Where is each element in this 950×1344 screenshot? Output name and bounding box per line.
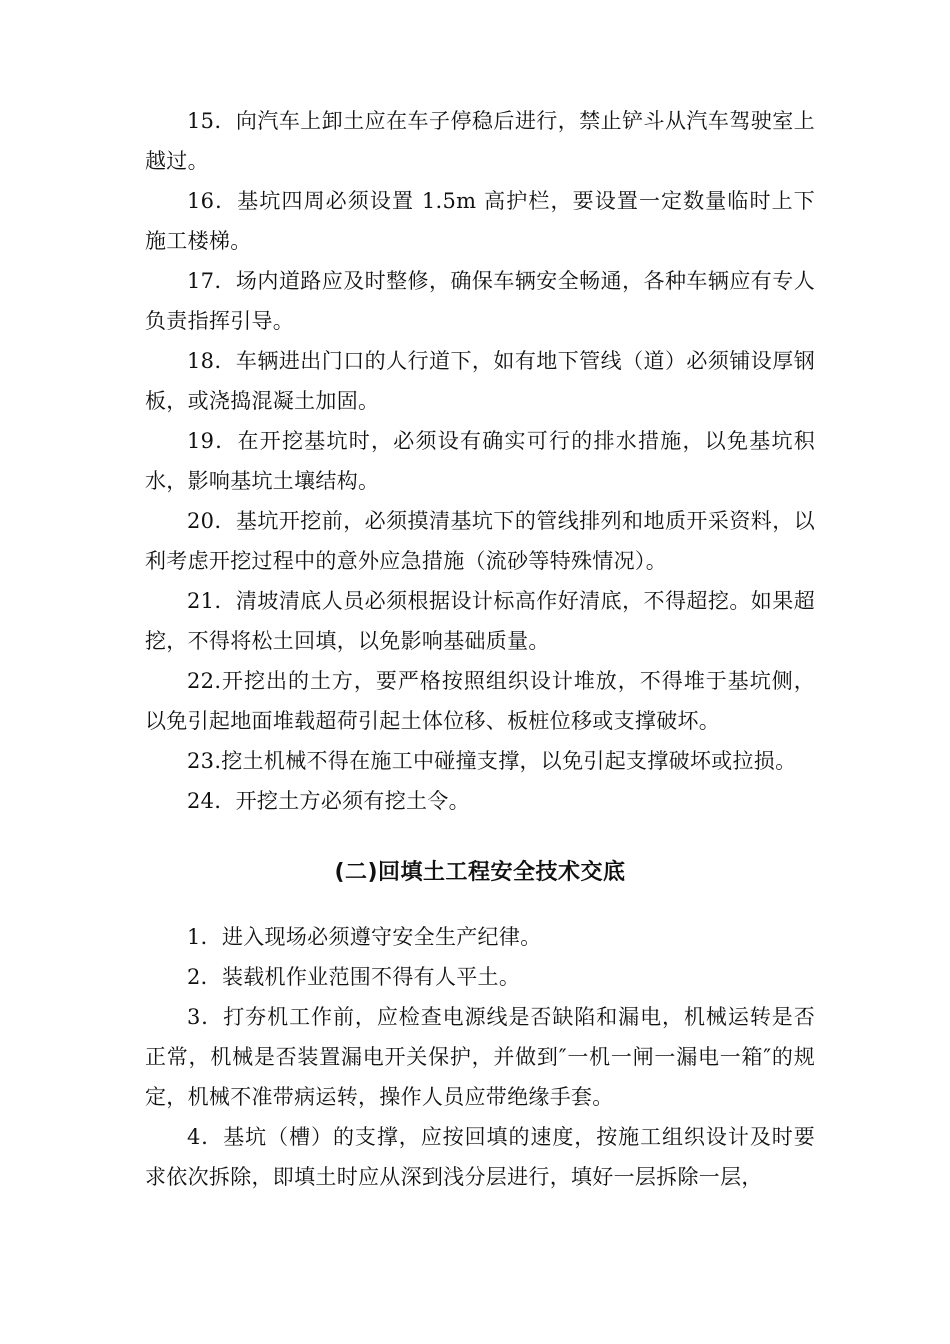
paragraph-4: 4．基坑（槽）的支撑，应按回填的速度，按施工组织设计及时要求依次拆除，即填土时应从深到浅分层进行，填好一层拆除一层， [145,1125,815,1189]
paragraph-1: 1．进入现场必须遵守安全生产纪律。 [187,925,542,949]
document-body [145,101,815,1197]
paragraph-15: 15．向汽车上卸土应在车子停稳后进行，禁止铲斗从汽车驾驶室上越过。 [145,109,815,173]
paragraph-22: 22.开挖出的土方，要严格按照组织设计堆放，不得堆于基坑侧，以免引起地面堆载超荷引起土体位移、板桩位移或支撑破坏。 [145,669,815,733]
paragraph-17: 17．场内道路应及时整修，确保车辆安全畅通，各种车辆应有专人负责指挥引导。 [145,269,815,333]
paragraph-23: 23.挖土机械不得在施工中碰撞支撑，以免引起支撑破坏或拉损。 [187,749,797,773]
paragraph-16: 16．基坑四周必须设置 1.5m 高护栏，要设置一定数量临时上下施工楼梯。 [145,189,815,253]
paragraph-21: 21．清坡清底人员必须根据设计标高作好清底，不得超挖。如果超挖，不得将松土回填，以免影响基础质量。 [145,589,815,653]
paragraph-3: 3．打夯机工作前，应检查电源线是否缺陷和漏电，机械运转是否正常，机械是否装置漏电开关保护，并做到″一机一闸一漏电一箱″的规定，机械不准带病运转，操作人员应带绝缘手套。 [145,1005,815,1109]
paragraph-18: 18．车辆进出门口的人行道下，如有地下管线（道）必须铺设厚钢板，或浇捣混凝土加固。 [145,349,815,413]
paragraph-19: 19．在开挖基坑时，必须设有确实可行的排水措施，以免基坑积水，影响基坑土壤结构。 [145,429,815,493]
section-heading: (二)回填土工程安全技术交底 [334,860,626,885]
paragraph-2: 2．装载机作业范围不得有人平土。 [187,965,521,989]
paragraph-24: 24．开挖土方必须有挖土令。 [187,789,470,813]
paragraph-20: 20．基坑开挖前，必须摸清基坑下的管线排列和地质开采资料，以利考虑开挖过程中的意外应急措施（流砂等特殊情况）。 [145,509,815,573]
